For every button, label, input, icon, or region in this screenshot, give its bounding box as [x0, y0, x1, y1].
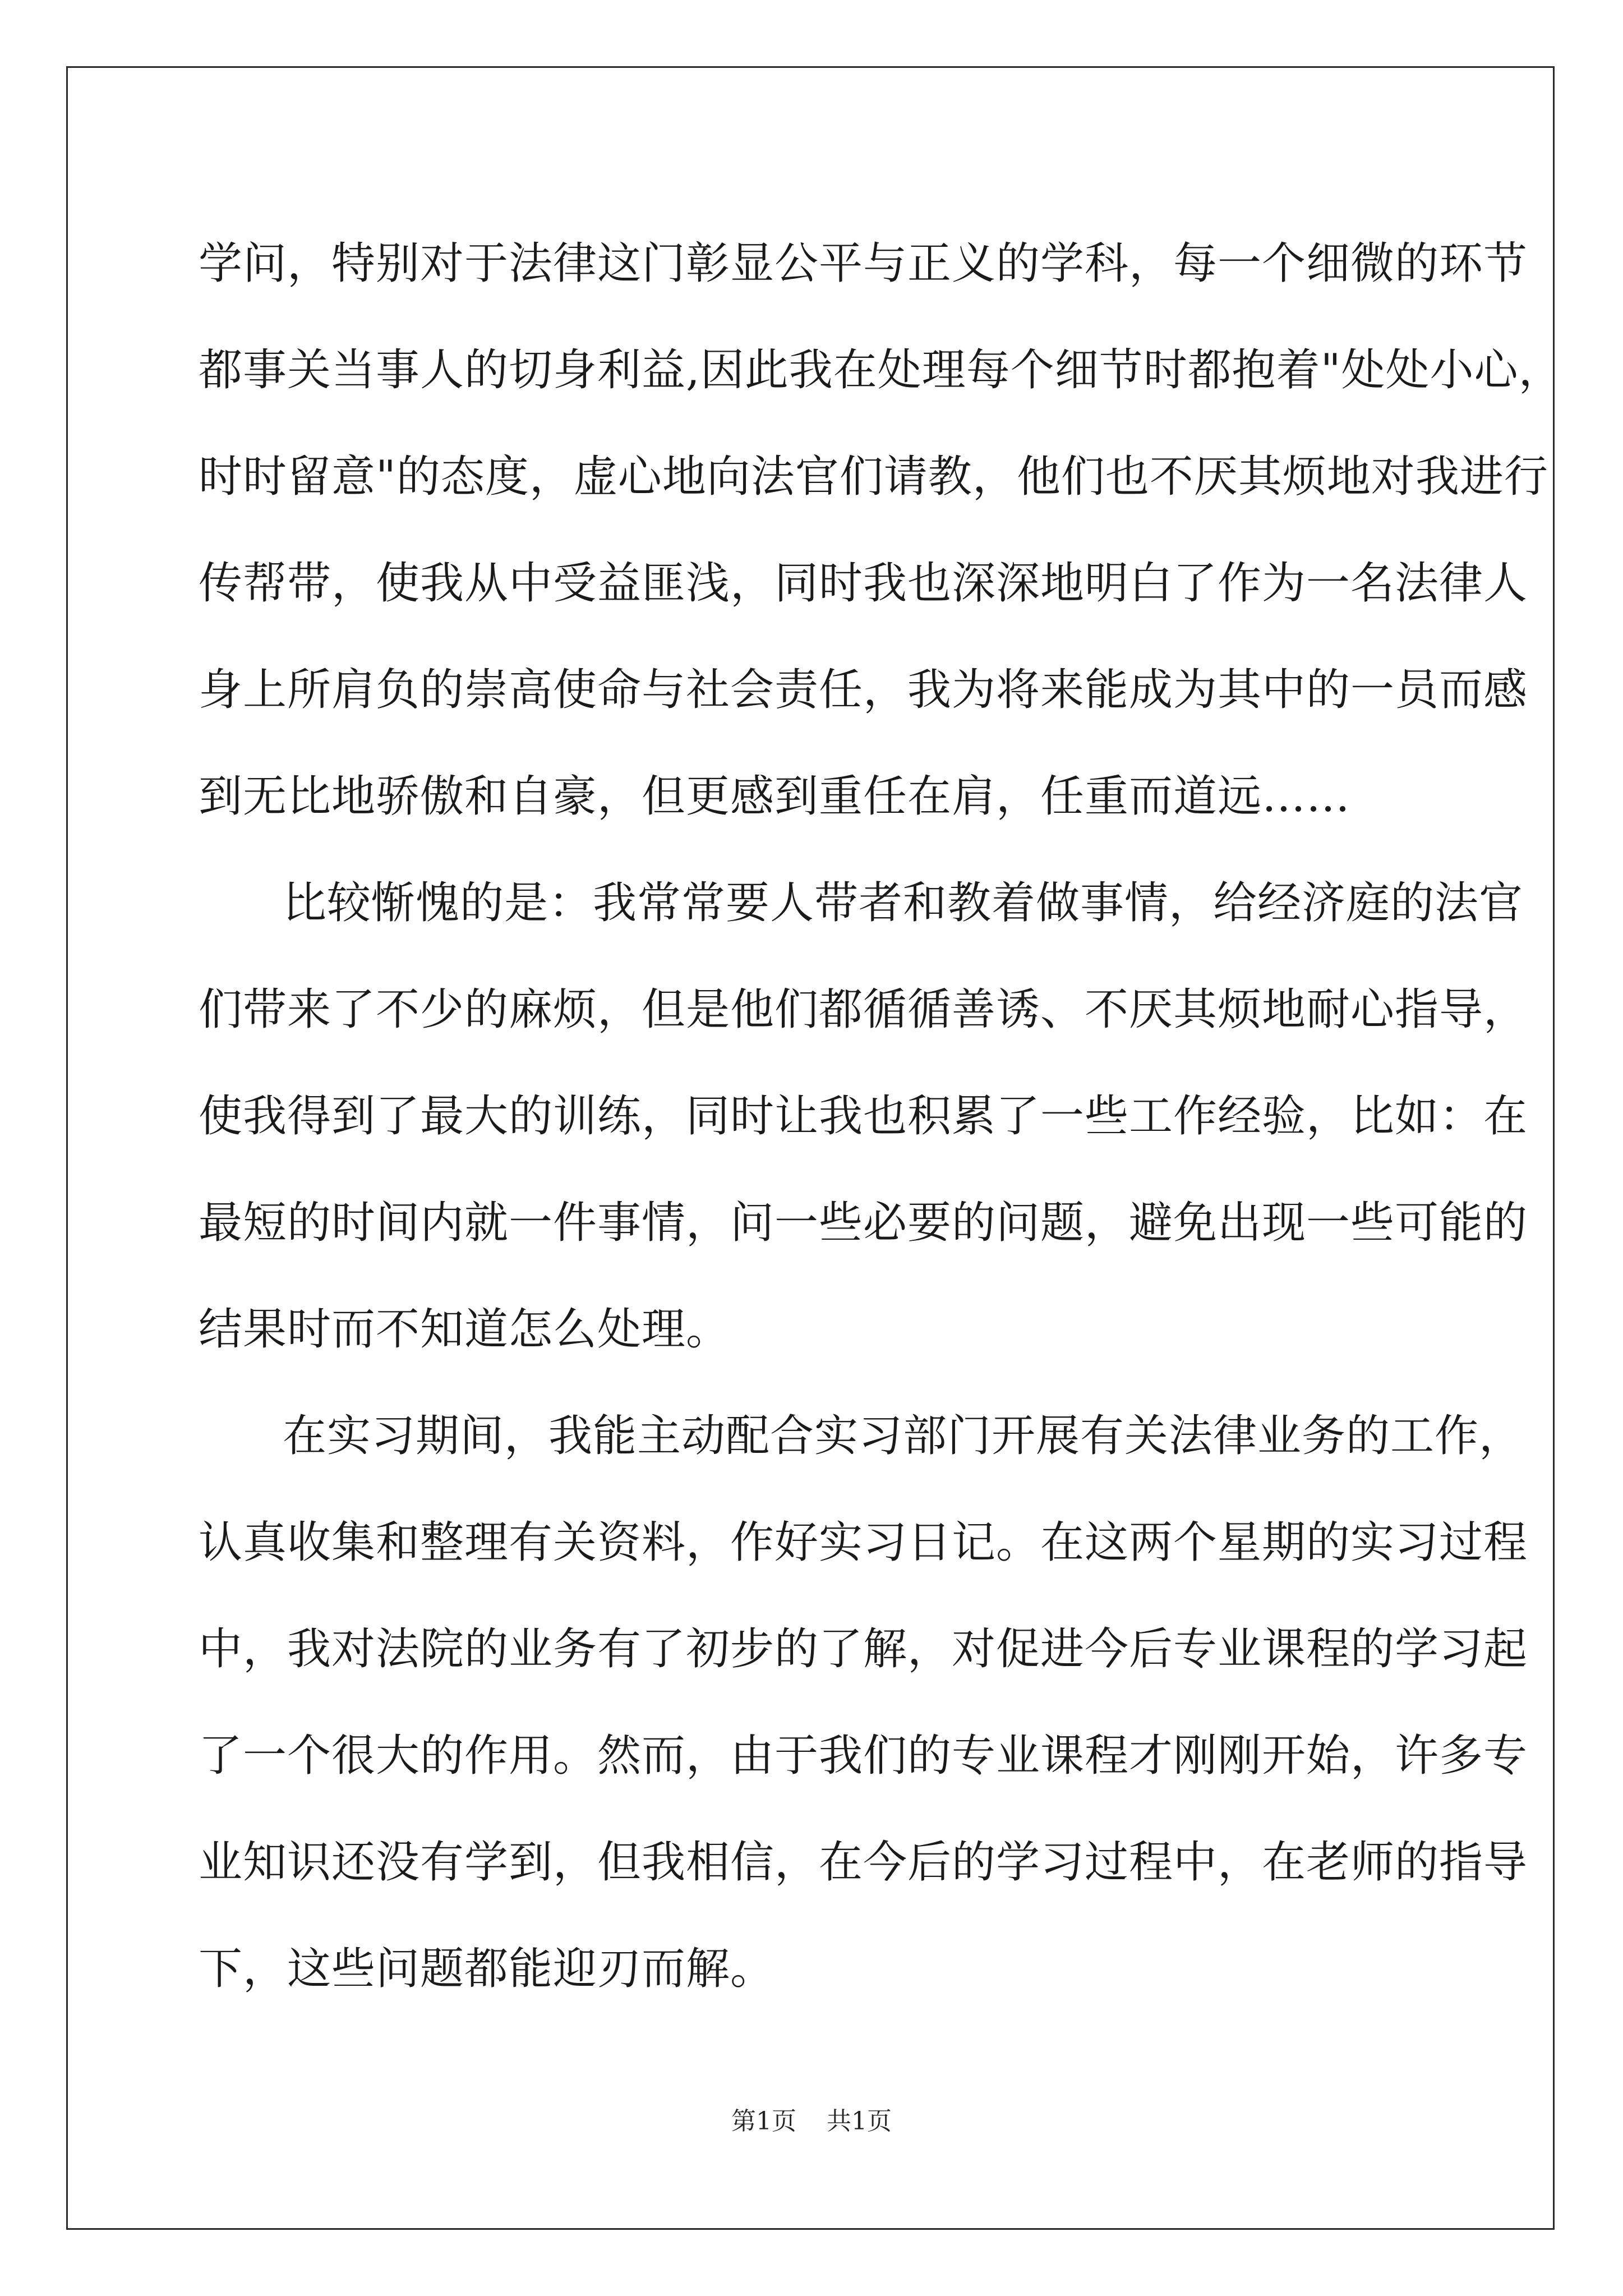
page-footer [0, 2105, 1623, 2138]
text-line: 结果时而不知道怎么处理。 [199, 1304, 731, 1355]
text-line: 下，这些问题都能迎刃而解。 [199, 1944, 775, 1994]
text-line: 们带来了不少的麻烦，但是他们都循循善诱、不厌其烦地耐心指导， [199, 984, 1528, 1035]
text-line: 时时留意"的态度，虚心地向法官们请教，他们也不厌其烦地对我进行 [199, 452, 1548, 502]
text-line: 中，我对法院的业务有了初步的了解，对促进今后专业课程的学习起 [199, 1624, 1528, 1674]
text-line: 业知识还没有学到，但我相信，在今后的学习过程中，在老师的指导 [199, 1837, 1528, 1888]
text-line: 都事关当事人的切身利益,因此我在处理每个细节时都抱着"处处小心， [199, 345, 1563, 395]
text-line: 到无比地骄傲和自豪，但更感到重任在肩，任重而道远…… [199, 771, 1351, 822]
text-line: 认真收集和整理有关资料，作好实习日记。在这两个星期的实习过程 [199, 1517, 1528, 1568]
text-line: 学问，特别对于法律这门彰显公平与正义的学科，每一个细微的环节 [199, 238, 1528, 289]
text-line: 最短的时间内就一件事情，问一些必要的问题，避免出现一些可能的 [199, 1198, 1528, 1248]
paragraph-first-line: 在实习期间，我能主动配合实习部门开展有关法律业务的工作， [283, 1411, 1524, 1461]
text-line: 身上所肩负的崇高使命与社会责任，我为将来能成为其中的一员而感 [199, 665, 1528, 715]
page-number-current: 第1页 [731, 2107, 796, 2136]
page-number-total: 共1页 [827, 2107, 892, 2136]
paragraph-first-line: 比较惭愧的是：我常常要人带者和教着做事情，给经济庭的法官 [283, 878, 1524, 928]
document-body [199, 210, 1563, 2022]
text-line: 传帮带，使我从中受益匪浅，同时我也深深地明白了作为一名法律人 [199, 558, 1528, 609]
text-line: 了一个很大的作用。然而，由于我们的专业课程才刚刚开始，许多专 [199, 1731, 1528, 1781]
text-line: 使我得到了最大的训练，同时让我也积累了一些工作经验，比如：在 [199, 1091, 1528, 1142]
